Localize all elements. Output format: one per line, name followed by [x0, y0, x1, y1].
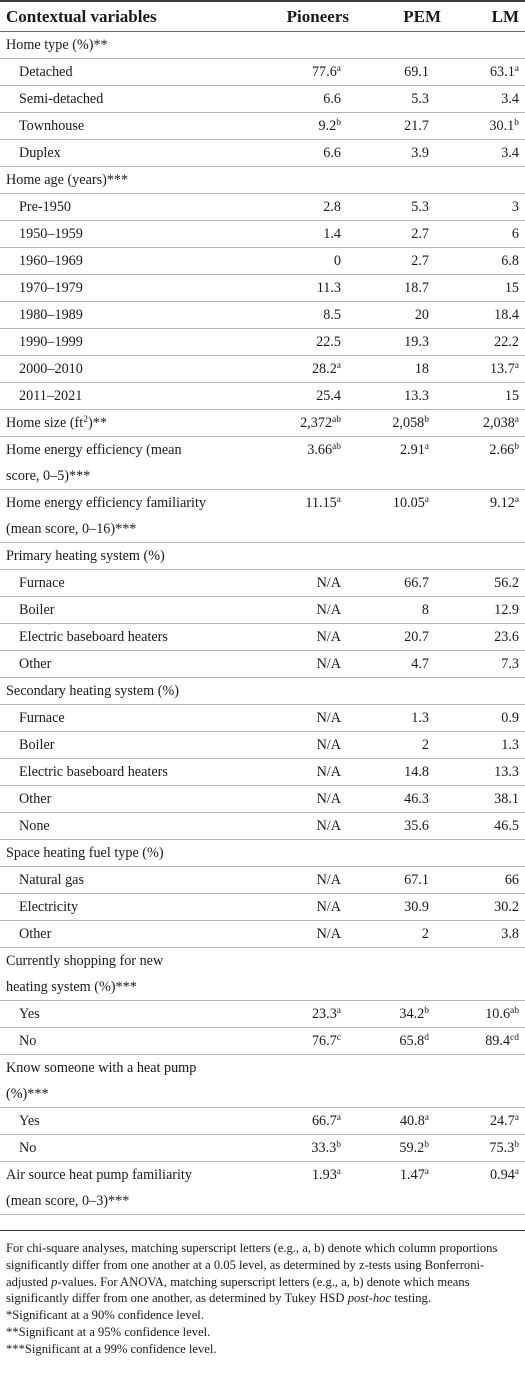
table-header-row: [0, 1, 525, 32]
row-label: Furnace: [19, 710, 65, 726]
cell-pem: 20.7: [404, 629, 429, 645]
cell-pem: [355, 678, 447, 705]
table-row: [0, 140, 525, 167]
cell-pem: [355, 840, 447, 867]
significance-superscript: a: [514, 64, 519, 74]
row-label: (%)***: [6, 1086, 49, 1102]
cell-pioneers: 3.66$^{ab}$: [307, 442, 341, 458]
significance-superscript: a: [336, 495, 341, 505]
row-label: Primary heating system (%): [6, 548, 165, 564]
significance-superscript: b: [514, 1140, 519, 1150]
cell-lm: 3.4: [501, 91, 519, 107]
cell-pioneers: 11.15$^a$: [305, 495, 341, 511]
cell-pioneers: N/A: [316, 629, 341, 645]
table-row: [0, 705, 525, 732]
row-label: Secondary heating system (%): [6, 683, 179, 699]
cell-pem: 3.9: [411, 145, 429, 161]
table-row: [0, 248, 525, 275]
row-label: Home size $(ft^2)**$: [6, 415, 107, 431]
cell-lm: 10.6$^{ab}$: [485, 1006, 519, 1022]
table-row: [0, 302, 525, 329]
cell-lm: 9.12$^a$: [489, 495, 519, 511]
row-label: Detached: [19, 64, 73, 80]
cell-lm: 46.5: [494, 818, 519, 834]
significance-superscript: b: [336, 1140, 341, 1150]
cell-pioneers: [238, 1055, 355, 1082]
cell-lm: 13.7$^a$: [489, 361, 519, 377]
cell-pem: 5.3: [411, 91, 429, 107]
cell-pioneers: N/A: [316, 926, 341, 942]
table-row: [0, 1028, 525, 1055]
table-row: [0, 1135, 525, 1162]
cell-lm: 7.3: [501, 656, 519, 672]
cell-lm: [447, 948, 525, 975]
row-label: Home energy efficiency familiarity: [6, 495, 206, 511]
table-row: [0, 1001, 525, 1028]
cell-pem: 59.2$^b$: [399, 1140, 429, 1156]
cell-lm: [447, 543, 525, 570]
cell-lm: 24.7$^a$: [489, 1113, 519, 1129]
table-row: [0, 463, 525, 490]
row-label: Boiler: [19, 602, 55, 618]
row-label: No: [19, 1140, 37, 1156]
notes-paragraph: [6, 1240, 519, 1307]
cell-lm: 12.9: [494, 602, 519, 618]
table-row: [0, 597, 525, 624]
cell-pioneers: N/A: [316, 575, 341, 591]
table-row: [0, 167, 525, 194]
table-row: [0, 59, 525, 86]
cell-pioneers: 6.6: [323, 91, 341, 107]
significance-superscript: a: [336, 361, 341, 371]
row-label: Electric baseboard heaters: [19, 764, 168, 780]
cell-pem: [355, 1081, 447, 1108]
header-pioneers: Pioneers: [238, 1, 355, 32]
cell-pioneers: 9.2$^b$: [318, 118, 341, 134]
significance-superscript: c: [336, 1033, 341, 1043]
cell-lm: 15: [504, 280, 519, 296]
row-label: No: [19, 1033, 37, 1049]
header-lm: LM: [447, 1, 525, 32]
table-row: [0, 329, 525, 356]
row-label: (mean score, 0–3)***: [6, 1193, 130, 1209]
table-row: [0, 1108, 525, 1135]
row-label: Other: [19, 791, 52, 807]
cell-pioneers: [238, 543, 355, 570]
table-row: [0, 410, 525, 437]
row-label: Other: [19, 656, 52, 672]
table-row: [0, 86, 525, 113]
cell-pem: 34.2$^b$: [399, 1006, 429, 1022]
cell-pioneers: 22.5: [316, 334, 341, 350]
row-label: Electricity: [19, 899, 79, 915]
significance-superscript: d: [424, 1033, 429, 1043]
cell-pioneers: [238, 1081, 355, 1108]
row-label: Know someone with a heat pump: [6, 1060, 197, 1076]
significance-superscript: a: [336, 1113, 341, 1123]
cell-pem: 69.1: [404, 64, 429, 80]
cell-pioneers: 1.93$^a$: [311, 1167, 341, 1183]
significance-superscript: b: [424, 1006, 429, 1016]
cell-lm: 38.1: [494, 791, 519, 807]
cell-lm: 30.1$^b$: [489, 118, 519, 134]
row-label: 2000–2010: [19, 361, 83, 377]
table-row: [0, 867, 525, 894]
row-label: Pre-1950: [19, 199, 72, 215]
cell-pem: [355, 543, 447, 570]
cell-lm: 0.9: [501, 710, 519, 726]
row-label: Semi-detached: [19, 91, 104, 107]
cell-pem: [355, 32, 447, 59]
cell-pioneers: 1.4: [323, 226, 341, 242]
cell-lm: 75.3$^b$: [489, 1140, 519, 1156]
cell-pioneers: [238, 840, 355, 867]
italic-p: p: [51, 1274, 58, 1289]
cell-pem: 30.9: [404, 899, 429, 915]
table-notes: [6, 1240, 519, 1358]
row-label: 1950–1959: [19, 226, 83, 242]
table-row: [0, 1188, 525, 1215]
table-row: [0, 651, 525, 678]
table-row: [0, 894, 525, 921]
significance-superscript: a: [336, 1167, 341, 1177]
cell-pioneers: 28.2$^a$: [311, 361, 341, 377]
cell-pioneers: [238, 167, 355, 194]
row-label: Space heating fuel type (%): [6, 845, 164, 861]
cell-lm: [447, 1055, 525, 1082]
significance-superscript: ab: [332, 415, 341, 425]
row-label: 2011–2021: [19, 388, 83, 404]
significance-superscript: ab: [332, 442, 341, 452]
table-row: [0, 1055, 525, 1082]
cell-pem: 8: [421, 602, 429, 618]
cell-pem: 2: [421, 926, 429, 942]
cell-lm: 15: [504, 388, 519, 404]
cell-pem: 14.8: [404, 764, 429, 780]
cell-pioneers: N/A: [316, 710, 341, 726]
notes-divider: [0, 1230, 525, 1231]
cell-pem: 2: [421, 737, 429, 753]
cell-pioneers: 25.4: [316, 388, 341, 404]
cell-pem: [355, 516, 447, 543]
cell-lm: 63.1$^a$: [489, 64, 519, 80]
cell-pioneers: N/A: [316, 818, 341, 834]
cell-lm: 2,038$^a$: [482, 415, 519, 431]
cell-pem: 18.7: [404, 280, 429, 296]
note-90: *Significant at a 90% confidence level.: [6, 1308, 204, 1323]
cell-pioneers: 76.7$^c$: [311, 1033, 341, 1049]
row-label: Natural gas: [19, 872, 85, 888]
table-row: [0, 624, 525, 651]
row-label: Boiler: [19, 737, 55, 753]
cell-pioneers: 11.3: [316, 280, 341, 296]
table-row: [0, 786, 525, 813]
cell-pem: 2.7: [411, 253, 429, 269]
row-label: 1980–1989: [19, 307, 83, 323]
cell-lm: 13.3: [494, 764, 519, 780]
cell-pem: [355, 974, 447, 1001]
cell-pioneers: [238, 1188, 355, 1215]
header-contextual-variables: Contextual variables: [0, 1, 238, 32]
table-row: [0, 383, 525, 410]
cell-pem: 1.47$^a$: [399, 1167, 429, 1183]
cell-pioneers: [238, 974, 355, 1001]
row-label: Electric baseboard heaters: [19, 629, 168, 645]
cell-pioneers: 6.6: [323, 145, 341, 161]
table-row: [0, 921, 525, 948]
table-row: [0, 32, 525, 59]
cell-pioneers: 2.8: [323, 199, 341, 215]
row-label: score, 0–5)***: [6, 468, 91, 484]
table-row: [0, 570, 525, 597]
row-label: Home energy efficiency (mean: [6, 442, 182, 458]
row-label: (mean score, 0–16)***: [6, 521, 137, 537]
cell-pem: [355, 167, 447, 194]
table-row: [0, 1081, 525, 1108]
table-row: [0, 221, 525, 248]
cell-pioneers: [238, 678, 355, 705]
cell-pioneers: N/A: [316, 899, 341, 915]
cell-lm: 89.4$^{cd}$: [485, 1033, 519, 1049]
cell-lm: 0.94$^a$: [489, 1167, 519, 1183]
cell-pem: 10.05$^a$: [392, 495, 429, 511]
cell-lm: [447, 678, 525, 705]
note-99: ***Significant at a 99% confidence level.: [6, 1341, 217, 1356]
cell-pioneers: [238, 948, 355, 975]
row-label: 1990–1999: [19, 334, 83, 350]
cell-pem: 65.8$^d$: [399, 1033, 429, 1049]
cell-pem: 2.91$^a$: [399, 442, 429, 458]
table-row: [0, 840, 525, 867]
note-95: **Significant at a 95% confidence level.: [6, 1324, 211, 1339]
cell-lm: 3: [511, 199, 519, 215]
cell-pioneers: N/A: [316, 791, 341, 807]
table-row: [0, 194, 525, 221]
cell-lm: 56.2: [494, 575, 519, 591]
cell-pem: 35.6: [404, 818, 429, 834]
row-label: Furnace: [19, 575, 65, 591]
cell-pioneers: 8.5: [323, 307, 341, 323]
significance-superscript: a: [336, 64, 341, 74]
cell-pioneers: 33.3$^b$: [311, 1140, 341, 1156]
row-label: Home type (%)**: [6, 37, 108, 53]
table-row: [0, 678, 525, 705]
table-row: [0, 516, 525, 543]
cell-pioneers: N/A: [316, 737, 341, 753]
cell-lm: 3.8: [501, 926, 519, 942]
cell-lm: 3.4: [501, 145, 519, 161]
significance-superscript: b: [336, 118, 341, 128]
cell-lm: 2.66$^b$: [489, 442, 519, 458]
cell-pem: [355, 1188, 447, 1215]
table-body: [0, 32, 525, 1215]
row-label: Other: [19, 926, 52, 942]
cell-pem: 5.3: [411, 199, 429, 215]
cell-pioneers: N/A: [316, 602, 341, 618]
cell-lm: 6.8: [501, 253, 519, 269]
cell-pioneers: N/A: [316, 764, 341, 780]
significance-superscript: b: [514, 118, 519, 128]
cell-pioneers: 66.7$^a$: [311, 1113, 341, 1129]
cell-lm: 18.4: [494, 307, 519, 323]
cell-pem: 4.7: [411, 656, 429, 672]
cell-pioneers: 23.3$^a$: [311, 1006, 341, 1022]
cell-pem: [355, 463, 447, 490]
header-pem: PEM: [355, 1, 447, 32]
table-row: [0, 974, 525, 1001]
table-row: [0, 543, 525, 570]
significance-superscript: a: [514, 1113, 519, 1123]
significance-superscript: a: [514, 361, 519, 371]
row-label: None: [19, 818, 50, 834]
table-row: [0, 437, 525, 464]
table-row: [0, 490, 525, 517]
notes-paragraph-text: For chi-square analyses, matching superscript letters (e.g., a, b) denote which column proportions significantly differ from one another at a 0.05 level, as determined by z-tests using Bonferroni-adjusted p-values. For ANOVA, matching superscript letters (e.g., a, b) denote which means significantly differ from one another, as determined by Tukey HSD post-hoc testing.: [6, 1241, 498, 1306]
cell-pioneers: 2,372$^{ab}$: [300, 415, 341, 431]
significance-superscript: b: [514, 442, 519, 452]
cell-lm: 6: [511, 226, 519, 242]
cell-pem: 1.3: [411, 710, 429, 726]
significance-superscript: a: [514, 1167, 519, 1177]
cell-lm: [447, 1081, 525, 1108]
cell-pem: [355, 1055, 447, 1082]
cell-pem: 46.3: [404, 791, 429, 807]
cell-lm: 1.3: [501, 737, 519, 753]
cell-pem: 2.7: [411, 226, 429, 242]
row-label: Home age (years)***: [6, 172, 129, 188]
cell-lm: [447, 516, 525, 543]
row-label: Currently shopping for new: [6, 953, 164, 969]
table-row: [0, 813, 525, 840]
cell-pioneers: 77.6$^a$: [311, 64, 341, 80]
cell-lm: 66: [504, 872, 519, 888]
row-label: Townhouse: [19, 118, 85, 134]
cell-lm: 22.2: [494, 334, 519, 350]
cell-lm: 30.2: [494, 899, 519, 915]
significance-superscript: a: [514, 415, 519, 425]
cell-lm: [447, 463, 525, 490]
cell-lm: [447, 1188, 525, 1215]
significance-superscript: a: [336, 1006, 341, 1016]
table-row: [0, 275, 525, 302]
cell-pioneers: [238, 32, 355, 59]
cell-lm: 23.6: [494, 629, 519, 645]
table-row: [0, 1162, 525, 1189]
significance-superscript: a: [424, 442, 429, 452]
significance-superscript: ab: [510, 1006, 519, 1016]
italic-post-hoc: post-hoc: [347, 1291, 392, 1306]
significance-superscript: a: [424, 1113, 429, 1123]
significance-superscript: a: [514, 495, 519, 505]
cell-pem: 13.3: [404, 388, 429, 404]
significance-superscript: b: [424, 415, 429, 425]
cell-pem: 66.7: [404, 575, 429, 591]
row-label: heating system (%)***: [6, 979, 137, 995]
row-label: Yes: [19, 1113, 40, 1129]
cell-lm: [447, 840, 525, 867]
cell-lm: [447, 974, 525, 1001]
cell-pem: 67.1: [404, 872, 429, 888]
significance-superscript: a: [424, 495, 429, 505]
table-row: [0, 759, 525, 786]
significance-superscript: b: [424, 1140, 429, 1150]
cell-pem: 19.3: [404, 334, 429, 350]
cell-pioneers: [238, 516, 355, 543]
cell-lm: [447, 167, 525, 194]
superscript-2: 2: [83, 415, 88, 425]
cell-pem: [355, 948, 447, 975]
cell-pioneers: [238, 463, 355, 490]
table-row: [0, 948, 525, 975]
cell-pem: 20: [414, 307, 429, 323]
cell-pem: 21.7: [404, 118, 429, 134]
row-label: 1970–1979: [19, 280, 83, 296]
cell-pem: 2,058$^b$: [392, 415, 429, 431]
row-label: Duplex: [19, 145, 61, 161]
row-label: 1960–1969: [19, 253, 83, 269]
significance-superscript: a: [424, 1167, 429, 1177]
row-label: Air source heat pump familiarity: [6, 1167, 192, 1183]
table-row: [0, 732, 525, 759]
table-row: [0, 113, 525, 140]
cell-pem: 18: [414, 361, 429, 377]
table-row: [0, 356, 525, 383]
cell-lm: [447, 32, 525, 59]
cell-pioneers: N/A: [316, 872, 341, 888]
row-label: Yes: [19, 1006, 40, 1022]
cell-pioneers: 0: [333, 253, 341, 269]
cell-pioneers: N/A: [316, 656, 341, 672]
significance-superscript: cd: [510, 1033, 519, 1043]
cell-pem: 40.8$^a$: [399, 1113, 429, 1129]
